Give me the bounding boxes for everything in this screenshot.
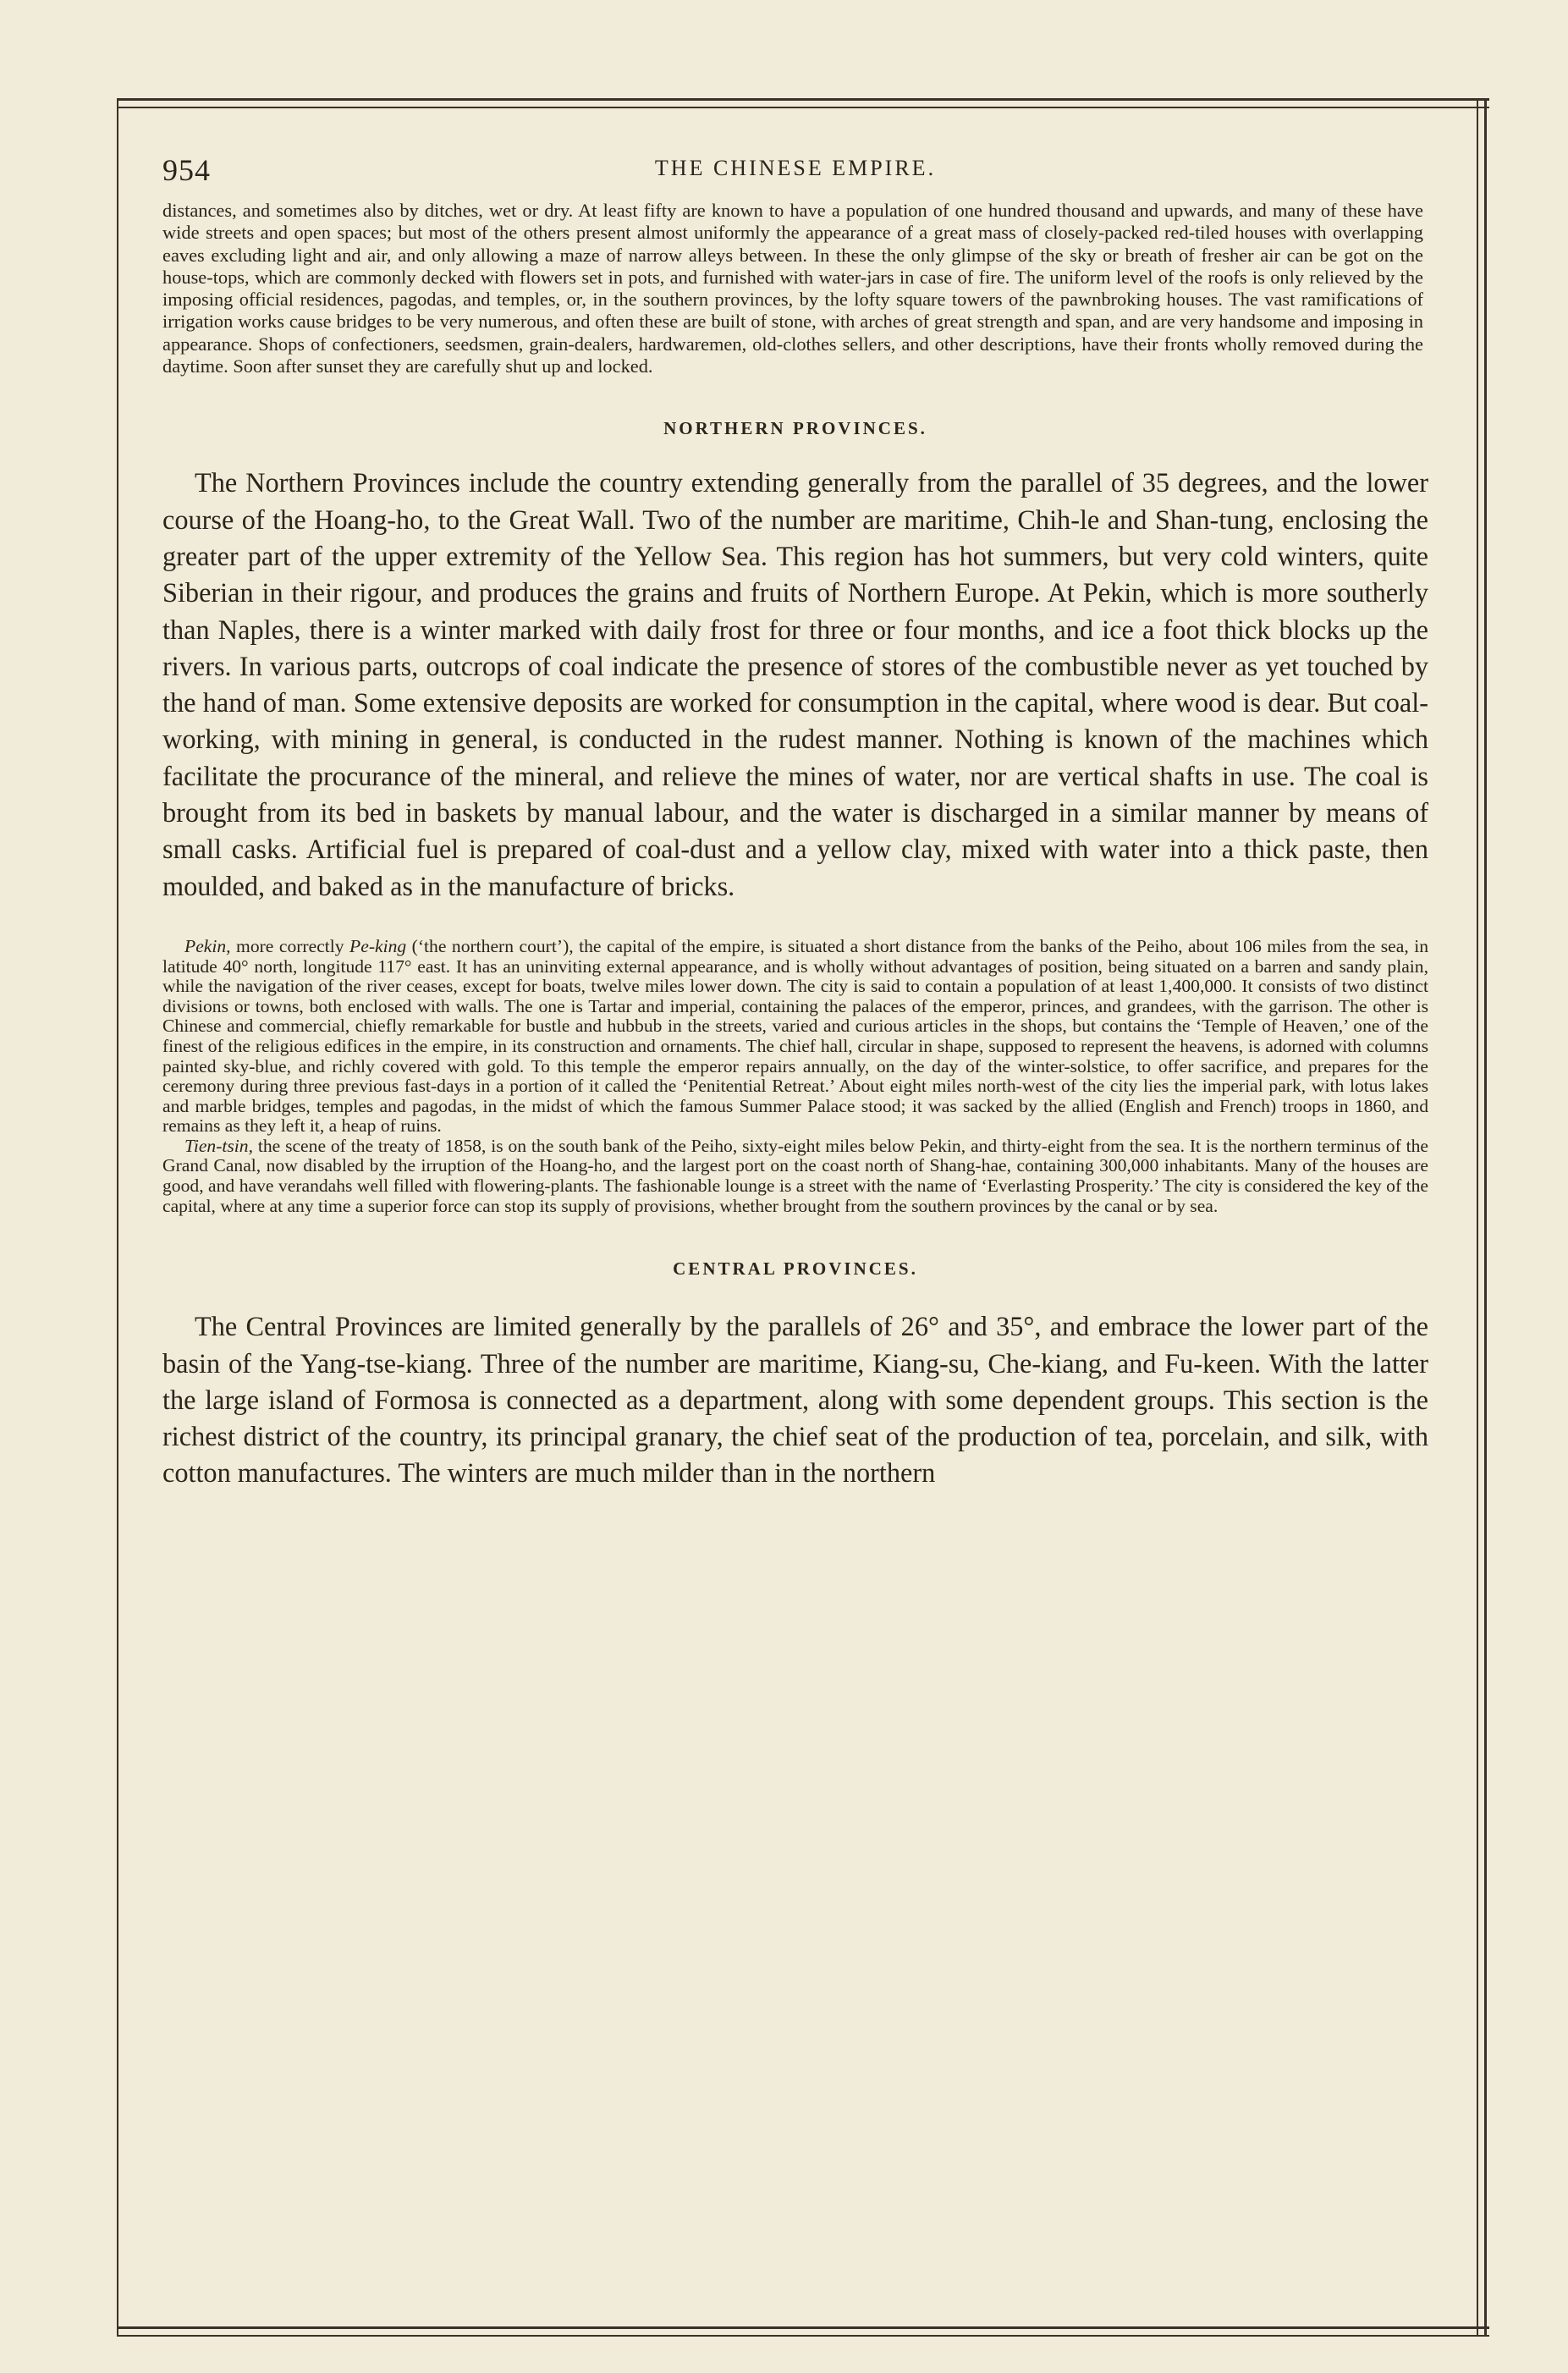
pekin-note xyxy=(162,937,1428,1137)
northern-provinces-paragraph: The Northern Provinces include the country extending generally from the parallel of 35 degrees, and the lower course of the Hoang-ho, to the Great Wall. Two of the number are maritime, Chih-le and Shan-tung, enclosing the greater part of the upper extremity of the Yellow Sea. This region has hot summers, but very cold winters, quite Siberian in their rigour, and produces the grains and fruits of Northern Europe. At Pekin, which is more southerly than Naples, there is a winter marked with daily frost for three or four months, and ice a foot thick blocks up the rivers. In various parts, outcrops of coal indicate the presence of stores of the combustible never as yet touched by the hand of man. Some extensive deposits are worked for consumption in the capital, where wood is dear. But coal-working, with mining in general, is conducted in the rudest manner. Nothing is known of the machines which facilitate the procurance of the mineral, and relieve the mines of water, nor are vertical shafts in use. The coal is brought from its bed in baskets by manual labour, and the water is discharged in a similar manner by means of small casks. Artificial fuel is prepared of coal-dust and a yellow clay, mixed with water into a thick paste, then moulded, and baked as in the manufacture of bricks. xyxy=(162,467,1428,901)
frame-rule-top-inner xyxy=(117,107,1489,108)
frame-rule-right xyxy=(1477,98,1478,2337)
northern-provinces-heading: NORTHERN PROVINCES. xyxy=(663,418,927,439)
page-number: 954 xyxy=(162,153,211,187)
running-title: THE CHINESE EMPIRE. xyxy=(654,156,937,180)
intro-section xyxy=(162,200,1423,377)
frame-rule-right-outer xyxy=(1484,98,1487,2337)
city-notes xyxy=(162,937,1428,1216)
pekin-name: Pekin, xyxy=(184,935,231,956)
tientsin-note xyxy=(162,1137,1428,1216)
frame-rule-left xyxy=(117,98,118,2337)
tientsin-name: Tien-tsin, xyxy=(184,1135,253,1156)
frame-rule-bottom xyxy=(117,2326,1489,2329)
page-content xyxy=(162,152,1428,1492)
page-header xyxy=(162,152,1428,200)
pekin-text: (‘the northern court’), the capital of the empire, is situated a short distance from the banks of the Peiho, about 106 miles from the sea, in latitude 40° north, longitude 117° east. It has an uninviting external appearance, and is wholly without advantages of position, being situated on a barren and sandy plain, while the navigation of the river ceases, except for boats, twelve miles lower down. The city is said to contain a population of at least 1,400,000. It consists of two distinct divisions or towns, both enclosed with walls. The one is Tartar and imperial, containing the palaces of the emperor, princes, and grandees, with the garrison. The other is Chinese and commercial, chiefly remarkable for bustle and hubbub in the streets, varied and curious articles in the shops, but contains the ‘Temple of Heaven,’ one of the finest of the religious edifices in the empire, in its construction and ornaments. The chief hall, circular in shape, supposed to represent the heavens, is adorned with columns painted sky-blue, and richly covered with gold. To this temple the emperor repairs annually, on the day of the winter-solstice, to offer sacrifice, and prepares for the ceremony during three previous fast-days in a portion of it called the ‘Penitential Retreat.’ About eight miles north-west of the city lies the imperial park, with lotus lakes and marble bridges, temples and pagodas, in the midst of which the famous Summer Palace stood; it was sacked by the allied (English and French) troops in 1860, and remains as they left it, a heap of ruins. xyxy=(162,935,1428,1137)
pekin-pre-alt: more correctly xyxy=(230,935,350,956)
frame-rule-top xyxy=(117,98,1489,101)
central-provinces-heading: CENTRAL PROVINCES. xyxy=(673,1258,918,1280)
pekin-alt-name: Pe-king xyxy=(349,935,407,956)
frame-rule-bottom-outer xyxy=(117,2335,1489,2337)
tientsin-text: the scene of the treaty of 1858, is on the south bank of the Peiho, sixty-eight miles below Pekin, and thirty-eight from the sea. It is the northern terminus of the Grand Canal, now disabled by the irruption of the Hoang-ho, and the largest port on the coast north of Shang-hae, containing 300,000 inhabitants. Many of the houses are good, and have verandahs well filled with flowering-plants. The fashionable lounge is a street with the name of ‘Everlasting Prosperity.’ The city is considered the key of the capital, where at any time a superior force can stop its supply of provisions, whether brought from the southern provinces by the canal or by sea. xyxy=(162,1135,1428,1216)
central-provinces-paragraph: The Central Provinces are limited generally by the parallels of 26° and 35°, and embrace the lower part of the basin of the Yang-tse-kiang. Three of the number are maritime, Kiang-su, Che-kiang, and Fu-keen. With the latter the large island of Formosa is connected as a department, along with some dependent groups. This section is the richest district of the country, its principal granary, the chief seat of the production of tea, porcelain, and silk, with cotton manufactures. The winters are much milder than in the northern xyxy=(162,1311,1428,1489)
intro-paragraph: distances, and sometimes also by ditches, wet or dry. At least fifty are known to have a population of one hundred thousand and upwards, and many of these have wide streets and open spaces; but most of the others present almost uniformly the appearance of a great mass of closely-packed red-tiled houses with overlapping eaves excluding light and air, and only allowing a maze of narrow alleys between. In these the only glimpse of the sky or breath of fresher air can be got on the house-tops, which are commonly decked with flowers set in pots, and furnished with water-jars in case of fire. The uniform level of the roofs is only relieved by the imposing official residences, pagodas, and temples, or, in the southern provinces, by the lofty square towers of the pawnbroking houses. The vast ramifications of irrigation works cause bridges to be very numerous, and often these are built of stone, with arches of great strength and span, and are very handsome and imposing in appearance. Shops of confectioners, seedsmen, grain-dealers, hardwaremen, old-clothes sellers, and other descriptions, have their fronts wholly removed during the daytime. Soon after sunset they are carefully shut up and locked. xyxy=(162,200,1423,377)
